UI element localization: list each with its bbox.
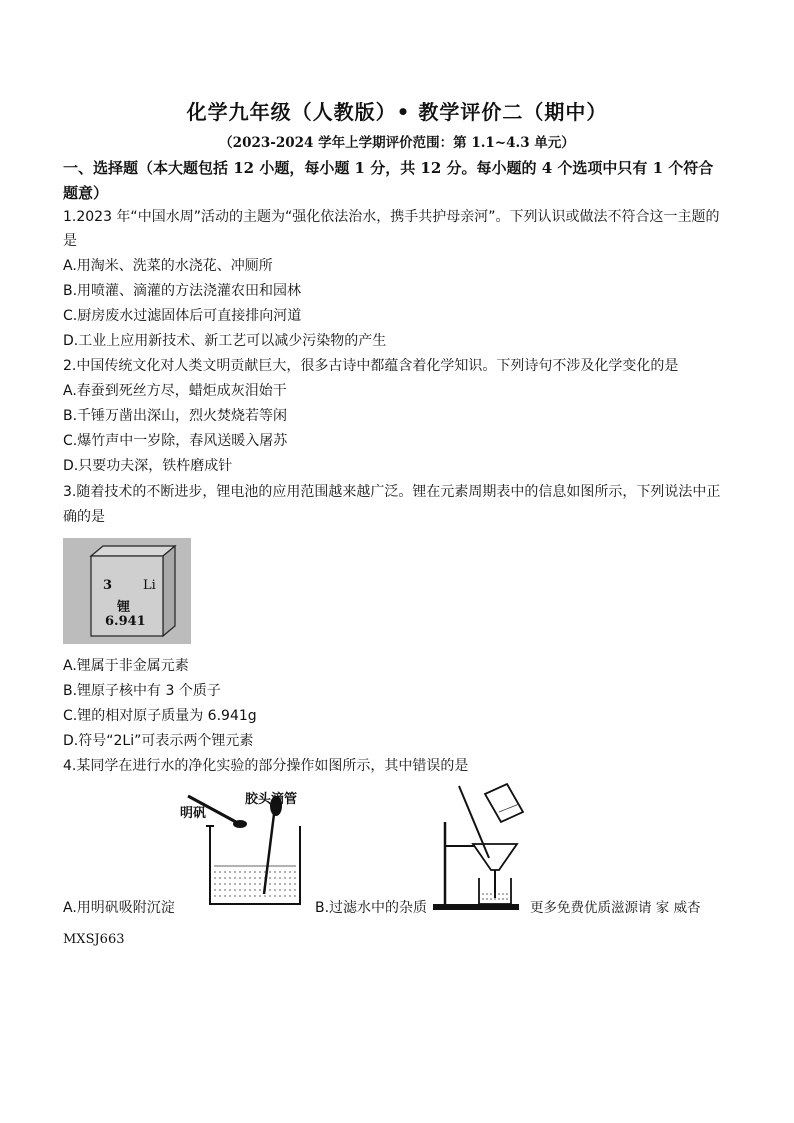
promo-text: 更多免费优质滋源请 家 威杏 — [530, 900, 701, 916]
element-name: 锂 — [117, 600, 131, 615]
q4-stem: 4.某同学在进行水的净化实验的部分操作如图所示，其中错误的是 — [63, 758, 469, 774]
q1-option-b: B.用喷灌、滴灌的方法浇灌农田和园林 — [63, 283, 302, 299]
q3-stem-line2: 确的是 — [63, 509, 105, 525]
q3-option-c: C.锂的相对原子质量为 6.941g — [63, 708, 257, 724]
section-heading-line2: 题意） — [63, 184, 109, 202]
q2-stem: 2.中国传统文化对人类文明贡献巨大，很多古诗中都蕴含着化学知识。下列诗句不涉及化学变化的是 — [63, 358, 679, 374]
page-subtitle: （2023-2024 学年上学期评价范围：第 1.1~4.3 单元） — [219, 135, 575, 151]
q2-option-a: A.春蚕到死丝方尽，蜡炬成灰泪始干 — [63, 383, 287, 399]
page-title: 化学九年级（人教版）• 教学评价二（期中） — [186, 100, 608, 124]
q1-option-c: C.厨房废水过滤固体后可直接排向河道 — [63, 308, 302, 324]
figure-filtration — [425, 782, 535, 912]
q2-option-c: C.爆竹声中一岁除，春风送暖入屠苏 — [63, 433, 288, 449]
q4-option-a: A.用明矾吸附沉淀 — [63, 900, 175, 916]
q1-option-d: D.工业上应用新技术、新工艺可以减少污染物的产生 — [63, 333, 387, 349]
section-heading-line1: 一、选择题（本大题包括 12 小题，每小题 1 分，共 12 分。每小题的 4 个选项中只有 1 个符合 — [63, 159, 714, 177]
q1-stem-line2: 是 — [63, 233, 77, 249]
footer-code: MXSJ663 — [63, 932, 125, 947]
q4-option-b: B.过滤水中的杂质 — [315, 900, 428, 916]
filtration-drawing — [425, 782, 535, 912]
lithium-element-figure — [63, 538, 191, 644]
q3-option-d: D.符号“2Li”可表示两个锂元素 — [63, 733, 254, 749]
q2-option-d: D.只要功夫深，铁杵磨成针 — [63, 458, 233, 474]
q3-option-a: A.锂属于非金属元素 — [63, 658, 189, 674]
element-atomic-number: 3 — [103, 578, 113, 593]
element-symbol: Li — [143, 578, 156, 593]
q3-stem-line1: 3.随着技术的不断进步，锂电池的应用范围越来越广泛。锂在元素周期表中的信息如图所示，下列说法中正 — [63, 484, 721, 500]
label-dropper: 胶头滴管 — [245, 792, 298, 807]
element-atomic-mass: 6.941 — [105, 614, 146, 629]
q3-option-b: B.锂原子核中有 3 个质子 — [63, 683, 221, 699]
q2-option-b: B.千锤万凿出深山，烈火焚烧若等闲 — [63, 408, 288, 424]
q1-option-a: A.用淘米、洗菜的水浇花、冲厕所 — [63, 258, 273, 274]
label-alum: 明矾 — [180, 806, 207, 821]
q1-stem-line1: 1.2023 年“中国水周”活动的主题为“强化依法治水，携手共护母亲河”。下列认识或做法不符合这一主题的 — [63, 209, 720, 225]
